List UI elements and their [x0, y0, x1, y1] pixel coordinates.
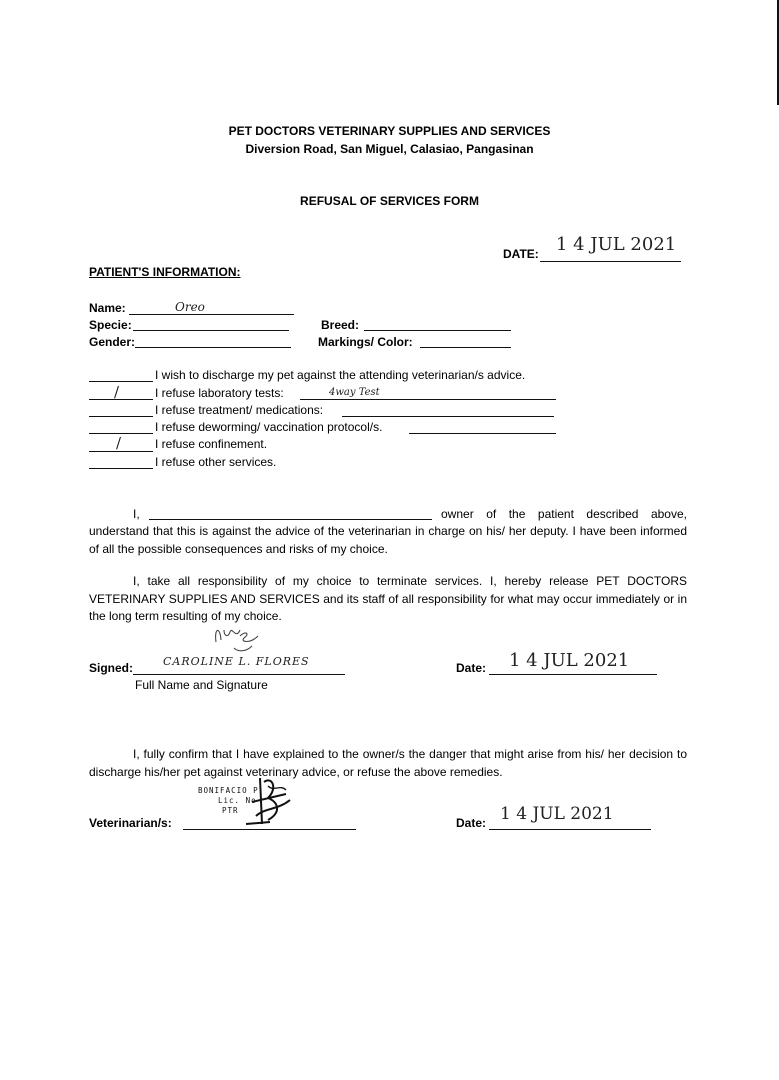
- markings-line: [420, 347, 511, 348]
- markings-label: Markings/ Color:: [318, 335, 413, 349]
- signature-caption: Full Name and Signature: [135, 678, 268, 692]
- option-blank[interactable]: [89, 381, 153, 382]
- vet-stamp-line: PTR: [222, 806, 239, 815]
- vet-date-line: [489, 829, 651, 830]
- gender-label: Gender:: [89, 335, 136, 349]
- specie-label: Specie:: [89, 318, 132, 332]
- vet-stamp-line: Lic. No: [218, 796, 257, 805]
- option-blank[interactable]: [89, 468, 153, 469]
- date-label: DATE:: [503, 247, 539, 261]
- statement1-body: understand that this is against the advice of the veterinarian in charge on his/ her deputy. I have been informed of all the possible consequences and risks of my choice.: [89, 524, 687, 556]
- option-detail: 4way Test: [329, 387, 380, 398]
- company-name: PET DOCTORS VETERINARY SUPPLIES AND SERVICES: [228, 124, 551, 138]
- form-title: REFUSAL OF SERVICES FORM: [300, 194, 479, 208]
- vet-signature-scribble: [238, 772, 302, 830]
- patient-section-label: PATIENT'S INFORMATION:: [89, 265, 241, 279]
- option-text: I wish to discharge my pet against the attending veterinarian/s advice.: [155, 368, 526, 382]
- option-text: I refuse confinement.: [155, 437, 268, 451]
- option-blank[interactable]: [89, 399, 153, 400]
- owner-signature-scribble: [210, 622, 262, 656]
- statement2: I, take all responsibility of my choice to terminate services. I, hereby release PET DOCTORS VETERINARY SUPPLIES AND SERVICES and its staff of all responsibility for what may occur immediately or in the long term resulting of my choice.: [89, 574, 687, 623]
- veterinarian-label: Veterinarian/s:: [89, 816, 172, 830]
- option-text: I refuse deworming/ vaccination protocol/s.: [155, 420, 383, 434]
- option-detail-line: [300, 399, 556, 400]
- owner-signature-line: [133, 674, 345, 675]
- option-text: I refuse treatment/ medications:: [155, 403, 324, 417]
- option-detail-line: [342, 416, 554, 417]
- option-blank[interactable]: [89, 416, 153, 417]
- date-line: [540, 261, 681, 262]
- breed-label: Breed:: [321, 318, 360, 332]
- owner-date-label: Date:: [456, 661, 487, 675]
- owner-name-line: [149, 519, 432, 520]
- gender-line: [135, 347, 291, 348]
- option-detail-line: [409, 433, 556, 434]
- date-value: 1 4 JUL 2021: [556, 234, 677, 255]
- check-mark: /: [116, 434, 122, 452]
- specie-line: [133, 330, 289, 331]
- name-label: Name:: [89, 301, 126, 315]
- owner-signed-name: CAROLINE L. FLORES: [163, 655, 310, 668]
- company-address: Diversion Road, San Miguel, Calasiao, Pangasinan: [245, 142, 534, 156]
- breed-line: [364, 330, 511, 331]
- check-mark: /: [114, 383, 120, 401]
- statement1-lead: I,: [133, 507, 140, 521]
- name-line: [129, 314, 294, 315]
- option-text: I refuse laboratory tests:: [155, 386, 284, 400]
- veterinarian-signature-line: [183, 829, 356, 830]
- owner-date-value: 1 4 JUL 2021: [509, 650, 630, 671]
- signed-label: Signed:: [89, 661, 133, 675]
- statement3: I, fully confirm that I have explained to the owner/s the danger that might arise from his/ her decision to discharge his/her pet against veterinary advice, or refuse the above remedies.: [89, 747, 687, 779]
- vet-date-value: 1 4 JUL 2021: [500, 804, 614, 824]
- statement1-rest: owner of the patient described above,: [441, 507, 687, 521]
- vet-stamp-line: BONIFACIO P.: [198, 786, 265, 795]
- owner-date-line: [489, 674, 657, 675]
- option-text: I refuse other services.: [155, 455, 277, 469]
- vet-date-label: Date:: [456, 816, 487, 830]
- name-value: Oreo: [175, 300, 205, 314]
